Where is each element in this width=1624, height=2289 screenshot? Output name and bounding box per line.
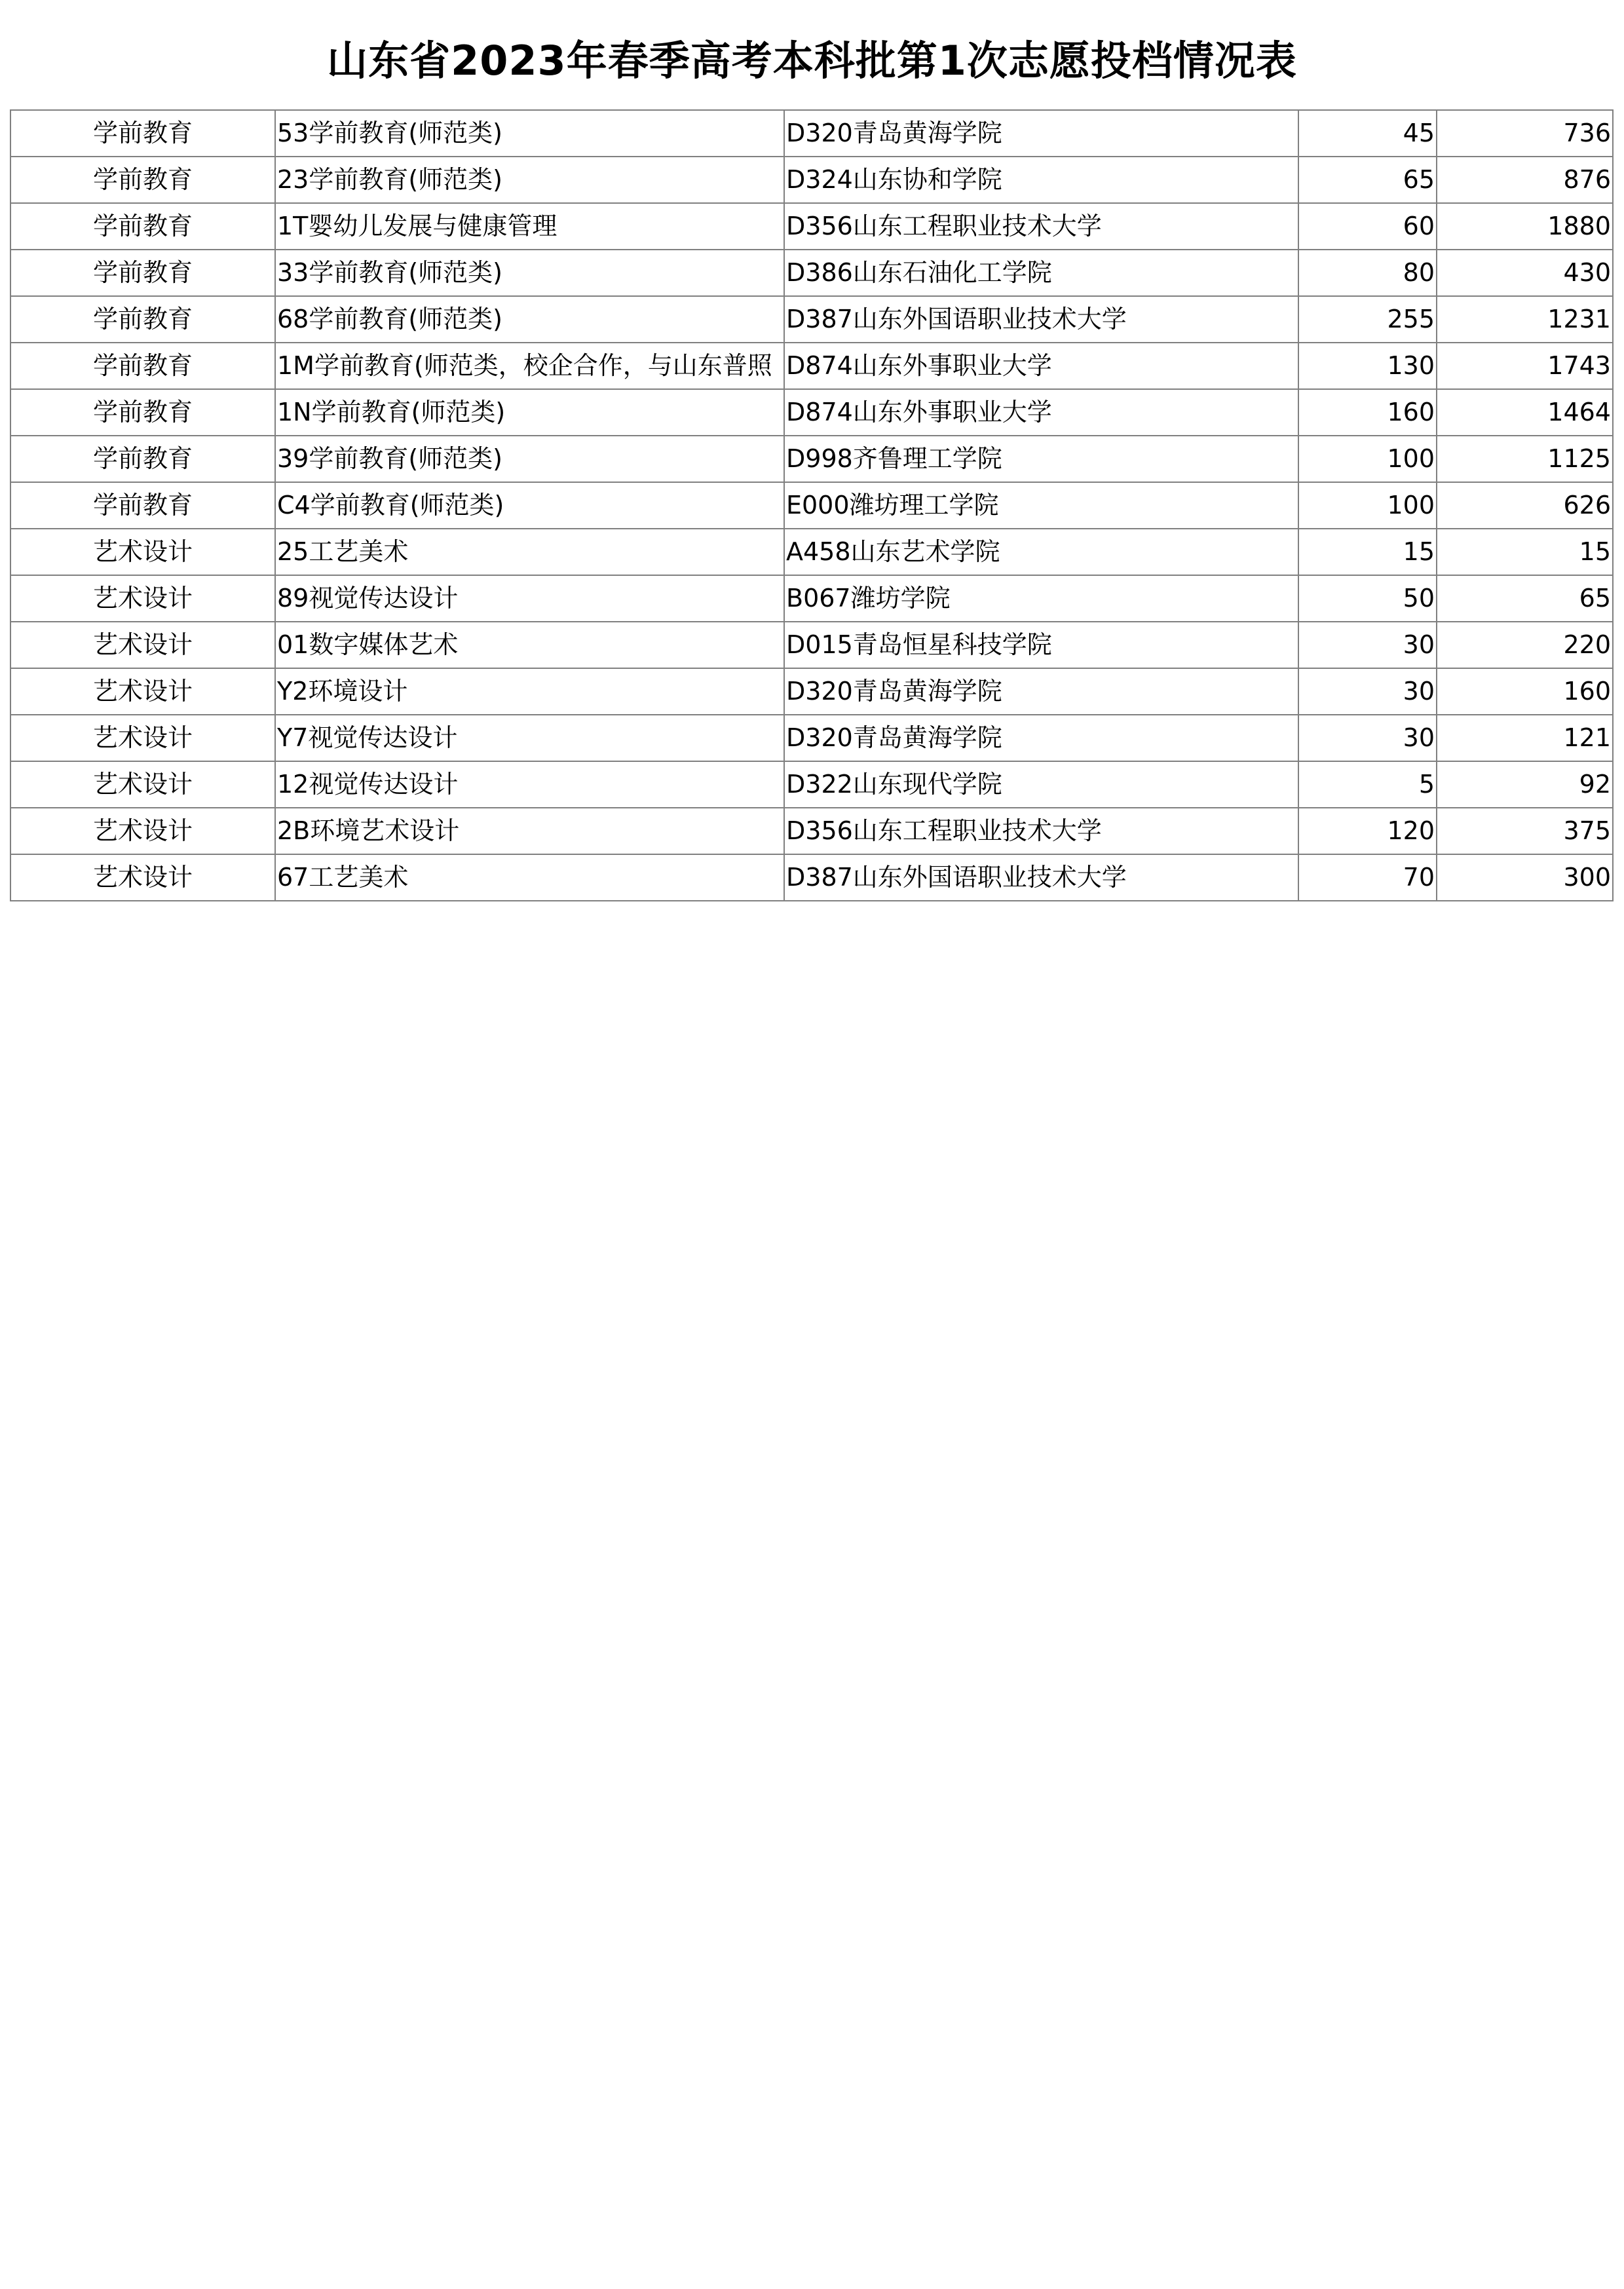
table-row [10, 761, 1613, 808]
cell-major: Y7视觉传达设计 [275, 715, 784, 761]
cell-major: C4学前教育(师范类) [275, 482, 784, 529]
cell-category: 学前教育 [10, 389, 275, 436]
table-row [10, 296, 1613, 343]
admission-table [10, 109, 1614, 901]
cell-position: 121 [1437, 715, 1613, 761]
cell-plan-count: 130 [1298, 343, 1437, 389]
cell-major: 1M学前教育(师范类，校企合作，与山东普照 [275, 343, 784, 389]
cell-major: 25工艺美术 [275, 529, 784, 575]
cell-plan-count: 70 [1298, 854, 1437, 901]
cell-major: 12视觉传达设计 [275, 761, 784, 808]
table-row [10, 668, 1613, 715]
cell-plan-count: 120 [1298, 808, 1437, 854]
cell-plan-count: 60 [1298, 203, 1437, 250]
cell-category: 艺术设计 [10, 622, 275, 668]
cell-institution: D386山东石油化工学院 [784, 250, 1298, 296]
table-row [10, 110, 1613, 157]
cell-position: 736 [1437, 110, 1613, 157]
table-row [10, 808, 1613, 854]
cell-major: 53学前教育(师范类) [275, 110, 784, 157]
table-row [10, 622, 1613, 668]
table-row [10, 482, 1613, 529]
cell-position: 1464 [1437, 389, 1613, 436]
table-row [10, 436, 1613, 482]
cell-institution: D387山东外国语职业技术大学 [784, 296, 1298, 343]
table-row [10, 157, 1613, 203]
cell-plan-count: 50 [1298, 575, 1437, 622]
cell-position: 876 [1437, 157, 1613, 203]
cell-plan-count: 160 [1298, 389, 1437, 436]
table-row [10, 529, 1613, 575]
cell-plan-count: 45 [1298, 110, 1437, 157]
cell-major: 23学前教育(师范类) [275, 157, 784, 203]
cell-institution: D356山东工程职业技术大学 [784, 203, 1298, 250]
cell-major: 39学前教育(师范类) [275, 436, 784, 482]
cell-position: 220 [1437, 622, 1613, 668]
cell-plan-count: 100 [1298, 482, 1437, 529]
table-row [10, 250, 1613, 296]
table-row [10, 854, 1613, 901]
cell-category: 学前教育 [10, 436, 275, 482]
cell-institution: D387山东外国语职业技术大学 [784, 854, 1298, 901]
cell-plan-count: 65 [1298, 157, 1437, 203]
cell-major: 01数字媒体艺术 [275, 622, 784, 668]
cell-position: 65 [1437, 575, 1613, 622]
page-title: 山东省2023年春季高考本科批第1次志愿投档情况表 [327, 37, 1297, 85]
cell-category: 艺术设计 [10, 854, 275, 901]
cell-category: 艺术设计 [10, 529, 275, 575]
cell-institution: D356山东工程职业技术大学 [784, 808, 1298, 854]
cell-plan-count: 30 [1298, 668, 1437, 715]
cell-category: 艺术设计 [10, 808, 275, 854]
cell-institution: D324山东协和学院 [784, 157, 1298, 203]
cell-institution: D322山东现代学院 [784, 761, 1298, 808]
cell-institution: D015青岛恒星科技学院 [784, 622, 1298, 668]
cell-institution: D320青岛黄海学院 [784, 110, 1298, 157]
cell-major: Y2环境设计 [275, 668, 784, 715]
cell-category: 学前教育 [10, 110, 275, 157]
cell-category: 学前教育 [10, 296, 275, 343]
cell-position: 15 [1437, 529, 1613, 575]
cell-position: 92 [1437, 761, 1613, 808]
cell-major: 89视觉传达设计 [275, 575, 784, 622]
cell-position: 1880 [1437, 203, 1613, 250]
cell-category: 艺术设计 [10, 761, 275, 808]
cell-plan-count: 30 [1298, 715, 1437, 761]
cell-institution: D874山东外事职业大学 [784, 389, 1298, 436]
cell-category: 学前教育 [10, 343, 275, 389]
cell-category: 学前教育 [10, 157, 275, 203]
cell-institution: D998齐鲁理工学院 [784, 436, 1298, 482]
table-body [10, 110, 1613, 901]
table-row [10, 389, 1613, 436]
table-row [10, 715, 1613, 761]
cell-position: 300 [1437, 854, 1613, 901]
cell-plan-count: 5 [1298, 761, 1437, 808]
cell-position: 1125 [1437, 436, 1613, 482]
cell-institution: D320青岛黄海学院 [784, 715, 1298, 761]
table-row [10, 203, 1613, 250]
cell-major: 1N学前教育(师范类) [275, 389, 784, 436]
cell-position: 626 [1437, 482, 1613, 529]
cell-plan-count: 15 [1298, 529, 1437, 575]
cell-plan-count: 255 [1298, 296, 1437, 343]
cell-institution: D874山东外事职业大学 [784, 343, 1298, 389]
cell-position: 160 [1437, 668, 1613, 715]
cell-major: 33学前教育(师范类) [275, 250, 784, 296]
cell-category: 学前教育 [10, 482, 275, 529]
cell-institution: E000潍坊理工学院 [784, 482, 1298, 529]
cell-category: 学前教育 [10, 203, 275, 250]
table-row [10, 575, 1613, 622]
cell-category: 艺术设计 [10, 575, 275, 622]
cell-plan-count: 100 [1298, 436, 1437, 482]
cell-plan-count: 80 [1298, 250, 1437, 296]
cell-institution: D320青岛黄海学院 [784, 668, 1298, 715]
cell-plan-count: 30 [1298, 622, 1437, 668]
cell-major: 2B环境艺术设计 [275, 808, 784, 854]
cell-major: 1T婴幼儿发展与健康管理 [275, 203, 784, 250]
cell-position: 1231 [1437, 296, 1613, 343]
cell-position: 375 [1437, 808, 1613, 854]
cell-category: 艺术设计 [10, 668, 275, 715]
cell-institution: B067潍坊学院 [784, 575, 1298, 622]
cell-position: 1743 [1437, 343, 1613, 389]
cell-major: 67工艺美术 [275, 854, 784, 901]
cell-category: 艺术设计 [10, 715, 275, 761]
table-row [10, 343, 1613, 389]
cell-institution: A458山东艺术学院 [784, 529, 1298, 575]
cell-major: 68学前教育(师范类) [275, 296, 784, 343]
cell-position: 430 [1437, 250, 1613, 296]
cell-category: 学前教育 [10, 250, 275, 296]
